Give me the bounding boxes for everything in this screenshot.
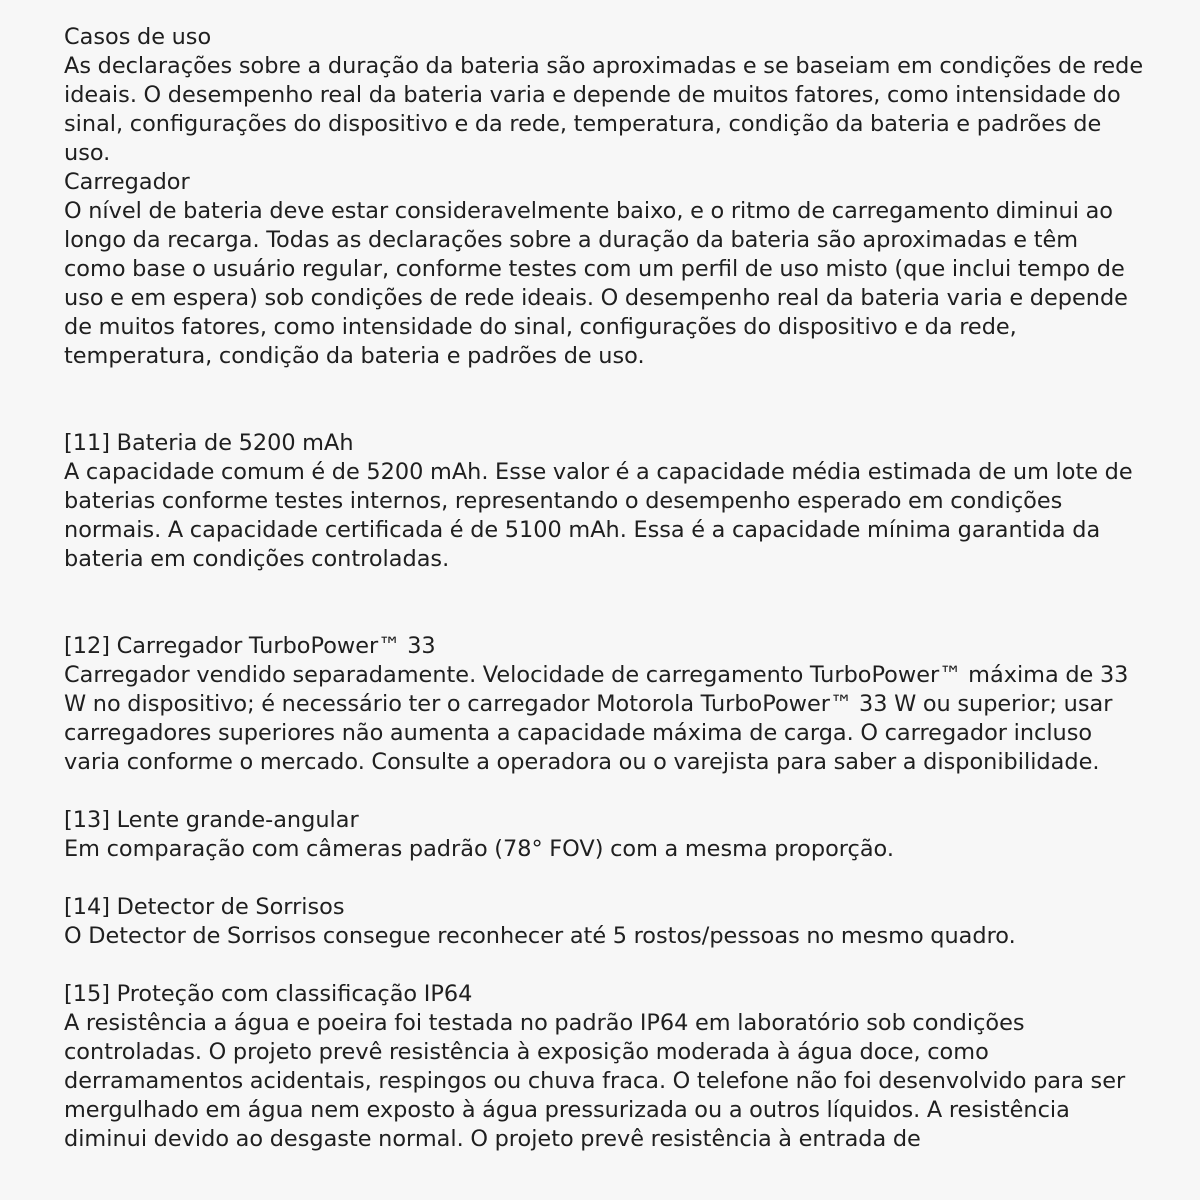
footnote-heading: Casos de uso (64, 24, 212, 50)
footnote-heading: [13] Lente grande-angular (64, 807, 359, 833)
footnote-heading: [14] Detector de Sorrisos (64, 894, 345, 920)
footnote-11-battery (64, 429, 1146, 574)
footnote-heading: [12] Carregador TurboPower™ 33 (64, 633, 436, 659)
section-spacer (64, 864, 1146, 893)
section-spacer (64, 574, 1146, 632)
footnote-body: A capacidade comum é de 5200 mAh. Esse valor é a capacidade média estimada de um lote de baterias conforme testes internos, representando o desempenho esperado em condições normais. A capacidade certificada é de 5100 mAh. Essa é a capacidade mínima garantida da bateria em condições controladas. (64, 459, 1133, 572)
section-spacer (64, 371, 1146, 429)
footnotes-content (64, 23, 1146, 1154)
footnote-heading: [15] Proteção com classificação IP64 (64, 981, 473, 1007)
footnote-body: Carregador vendido separadamente. Velocidade de carregamento TurboPower™ máxima de 33 W no dispositivo; é necessário ter o carregador Motorola TurboPower™ 33 W ou superior; usar carregadores superiores não aumenta a capacidade máxima de carga. O carregador incluso varia conforme o mercado. Consulte a operadora ou o varejista para saber a disponibilidade. (64, 662, 1129, 775)
footnote-13-wide-lens (64, 806, 1146, 864)
footnote-14-smile-detector (64, 893, 1146, 951)
footnote-heading: Carregador (64, 169, 190, 195)
footnote-body: Em comparação com câmeras padrão (78° FOV) com a mesma proporção. (64, 836, 894, 862)
footnote-charger (64, 168, 1146, 371)
footnote-body: As declarações sobre a duração da bateria são aproximadas e se baseiam em condições de rede ideais. O desempenho real da bateria varia e depende de muitos fatores, como intensidade do sinal, configurações do dispositivo e da rede, temperatura, condição da bateria e padrões de uso. (64, 53, 1144, 166)
footnote-15-ip64 (64, 980, 1146, 1154)
section-spacer (64, 951, 1146, 980)
footnote-12-turbopower (64, 632, 1146, 777)
footnote-body: O nível de bateria deve estar consideravelmente baixo, e o ritmo de carregamento diminui ao longo da recarga. Todas as declarações sobre a duração da bateria são aproximadas e têm como base o usuário regular, conforme testes com um perfil de uso misto (que inclui tempo de uso e em espera) sob condições de rede ideais. O desempenho real da bateria varia e depende de muitos fatores, como intensidade do sinal, configurações do dispositivo e da rede, temperatura, condição da bateria e padrões de uso. (64, 198, 1128, 369)
footnote-body: A resistência a água e poeira foi testada no padrão IP64 em laboratório sob condições controladas. O projeto prevê resistência à exposição moderada à água doce, como derramamentos acidentais, respingos ou chuva fraca. O telefone não foi desenvolvido para ser mergulhado em água nem exposto à água pressurizada ou a outros líquidos. A resistência diminui devido ao desgaste normal. O projeto prevê resistência à entrada de (64, 1010, 1126, 1152)
footnote-usage-cases (64, 23, 1146, 168)
footnote-heading: [11] Bateria de 5200 mAh (64, 430, 354, 456)
section-spacer (64, 777, 1146, 806)
footnote-body: O Detector de Sorrisos consegue reconhecer até 5 rostos/pessoas no mesmo quadro. (64, 923, 1016, 949)
